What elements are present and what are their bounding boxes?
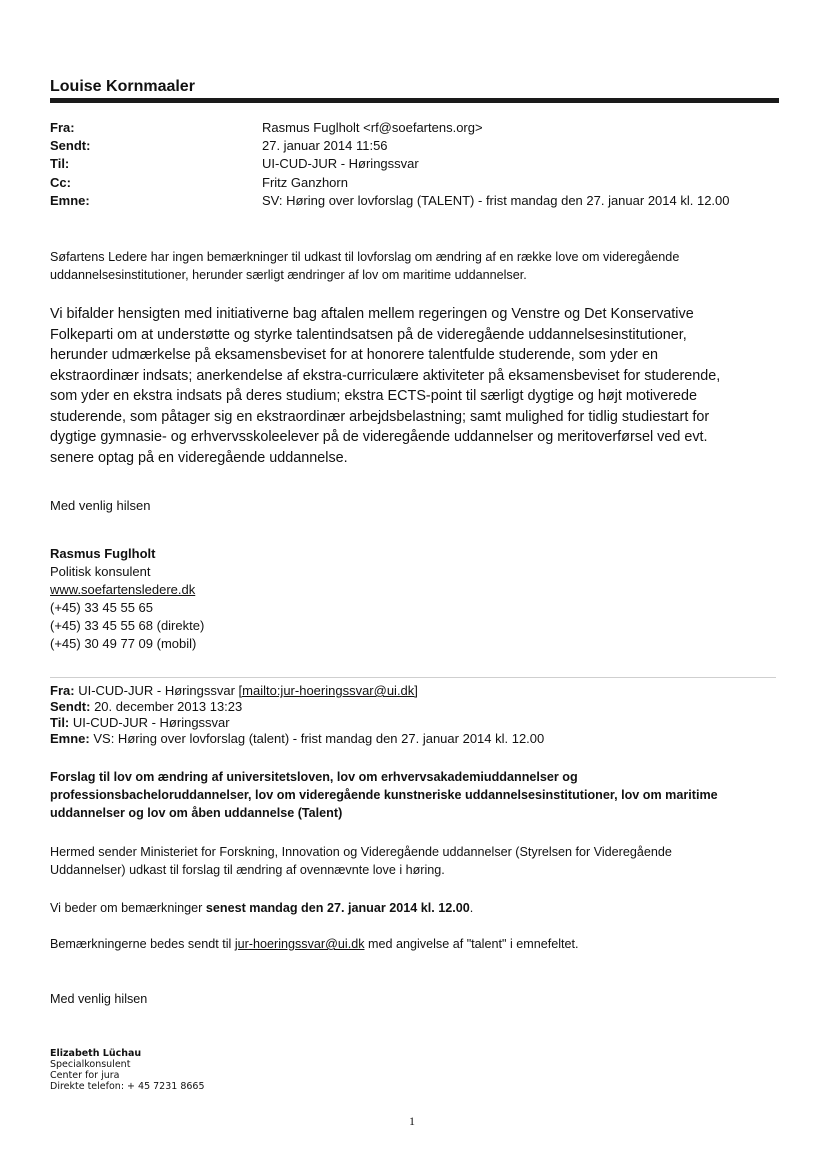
- text-line: studerende, som påtager sig en ekstraordinær arbejdsbelastning; samt mulighed for tidlig studiestart for: [50, 408, 710, 425]
- signature-phone: (+45) 33 45 55 65: [50, 600, 153, 615]
- signature-phone: (+45) 33 45 55 68 (direkte): [50, 618, 205, 633]
- signature-title: Politisk konsulent: [50, 564, 151, 579]
- text-line: uddannelser og lov om åben uddannelse (Talent): [50, 806, 343, 820]
- fw-signature-title: Specialkonsulent: [50, 1059, 131, 1070]
- forwarded-paragraph-3: [50, 935, 579, 953]
- email-link[interactable]: jur-hoeringssvar@ui.dk: [234, 937, 365, 951]
- signature-name: Rasmus Fuglholt: [50, 546, 156, 561]
- text-span: med angivelse af "talent" i emnefeltet.: [364, 937, 579, 951]
- text-line: Hermed sender Ministeriet for Forskning, Innovation og Videregående uddannelser (Styrelsen for Videregående: [50, 845, 672, 859]
- fw-to-line: [50, 715, 544, 731]
- forwarded-paragraph-2: [50, 899, 473, 917]
- cc-label: Cc:: [50, 175, 71, 190]
- fw-subject-label: Emne:: [50, 731, 90, 746]
- fw-subject-value: VS: Høring over lovforslag (talent) - frist mandag den 27. januar 2014 kl. 12.00: [93, 731, 545, 746]
- fw-signature-phone: Direkte telefon: + 45 7231 8665: [50, 1081, 205, 1092]
- to-value: UI-CUD-JUR - Høringssvar: [262, 156, 419, 171]
- cc-value: Fritz Ganzhorn: [262, 175, 348, 190]
- text-line: som yder en ekstra indsats på deres studium; ekstra ECTS-point til særligt dygtige og højt motiverede: [50, 388, 698, 404]
- fw-sent-label: Sendt:: [50, 699, 91, 714]
- forwarded-heading: [50, 768, 718, 822]
- sent-value: 27. januar 2014 11:56: [262, 138, 388, 153]
- sent-label: Sendt:: [50, 138, 91, 153]
- fw-from-label: Fra:: [50, 683, 75, 698]
- signature: [50, 545, 204, 653]
- deadline-text: senest mandag den 27. januar 2014 kl. 12.00: [205, 901, 470, 915]
- from-value: Rasmus Fuglholt <rf@soefartens.org>: [262, 120, 483, 135]
- text-line: uddannelsesinstitutioner, herunder særligt ændringer af lov om maritime uddannelser.: [50, 268, 527, 282]
- forwarded-signature: [50, 1048, 205, 1092]
- fw-signature-name: Elizabeth Lüchau: [50, 1048, 142, 1059]
- fw-signature-dept: Center for jura: [50, 1070, 120, 1081]
- fw-sent-value: 20. december 2013 13:23: [94, 699, 243, 714]
- signature-phone: (+45) 30 49 77 09 (mobil): [50, 636, 197, 651]
- forward-separator: [50, 677, 776, 678]
- text-line: senere optag på en videregående uddannelse.: [50, 449, 348, 466]
- to-label: Til:: [50, 156, 70, 171]
- body-paragraph-2: [50, 304, 720, 468]
- text-line: Folkeparti om at understøtte og styrke talentindsatsen på de videregående uddannelsesinstitutioner,: [50, 326, 687, 343]
- document-owner: Louise Kornmaaler: [50, 78, 195, 95]
- forwarded-header: [50, 683, 544, 747]
- forwarded-closing: Med venlig hilsen: [50, 992, 148, 1006]
- subject-label: Emne:: [50, 193, 90, 208]
- text-line: dygtige gymnasie- og erhvervsskoleelever på de videregående uddannelser og meritoverførsel ved evt.: [50, 429, 708, 445]
- from-label: Fra:: [50, 120, 75, 135]
- fw-from-value: UI-CUD-JUR - Høringssvar: [78, 683, 235, 698]
- page-number: 1: [409, 1114, 415, 1128]
- text-span: Bemærkningerne bedes sendt til: [50, 937, 235, 951]
- fw-sent-line: [50, 699, 544, 715]
- header-rule: [50, 98, 779, 103]
- fw-from-line: [50, 683, 544, 699]
- closing: Med venlig hilsen: [50, 498, 151, 513]
- text-line: Forslag til lov om ændring af universitetsloven, lov om erhvervsakademiuddannelser og: [50, 770, 578, 784]
- text-line: professionsbacheloruddannelser, lov om videregående kunstneriske uddannelsesinstitutioner, lov om maritime: [50, 788, 718, 802]
- fw-to-value: UI-CUD-JUR - Høringssvar: [72, 715, 230, 730]
- text-line: herunder udmærkelse på eksamensbeviset for at honorere talentfulde studerende, som yder en: [50, 347, 658, 363]
- subject-value: SV: Høring over lovforslag (TALENT) - frist mandag den 27. januar 2014 kl. 12.00: [262, 193, 730, 208]
- fw-subject-line: [50, 731, 544, 747]
- text-line: Uddannelser) udkast til forslag til ændring af ovennævnte love i høring.: [50, 863, 445, 877]
- forwarded-paragraph-1: [50, 843, 672, 879]
- text-span: .: [469, 901, 474, 915]
- fw-to-label: Til:: [50, 715, 70, 730]
- text-line: Vi bifalder hensigten med initiativerne bag aftalen mellem regeringen og Venstre og Det Konservative: [50, 306, 694, 322]
- text-span: Vi beder om bemærkninger: [50, 901, 206, 915]
- text-line: Søfartens Ledere har ingen bemærkninger til udkast til lovforslag om ændring af en række love om videregående: [50, 250, 680, 264]
- body-paragraph-1: [50, 248, 679, 284]
- website-link[interactable]: www.soefartensledere.dk: [50, 582, 196, 597]
- text-line: ekstraordinær indsats; anerkendelse af ekstra-curriculære aktiviteter på eksamensbeviset for studerende,: [50, 367, 721, 384]
- fw-mailto-link[interactable]: [mailto:jur-hoeringssvar@ui.dk]: [238, 683, 418, 698]
